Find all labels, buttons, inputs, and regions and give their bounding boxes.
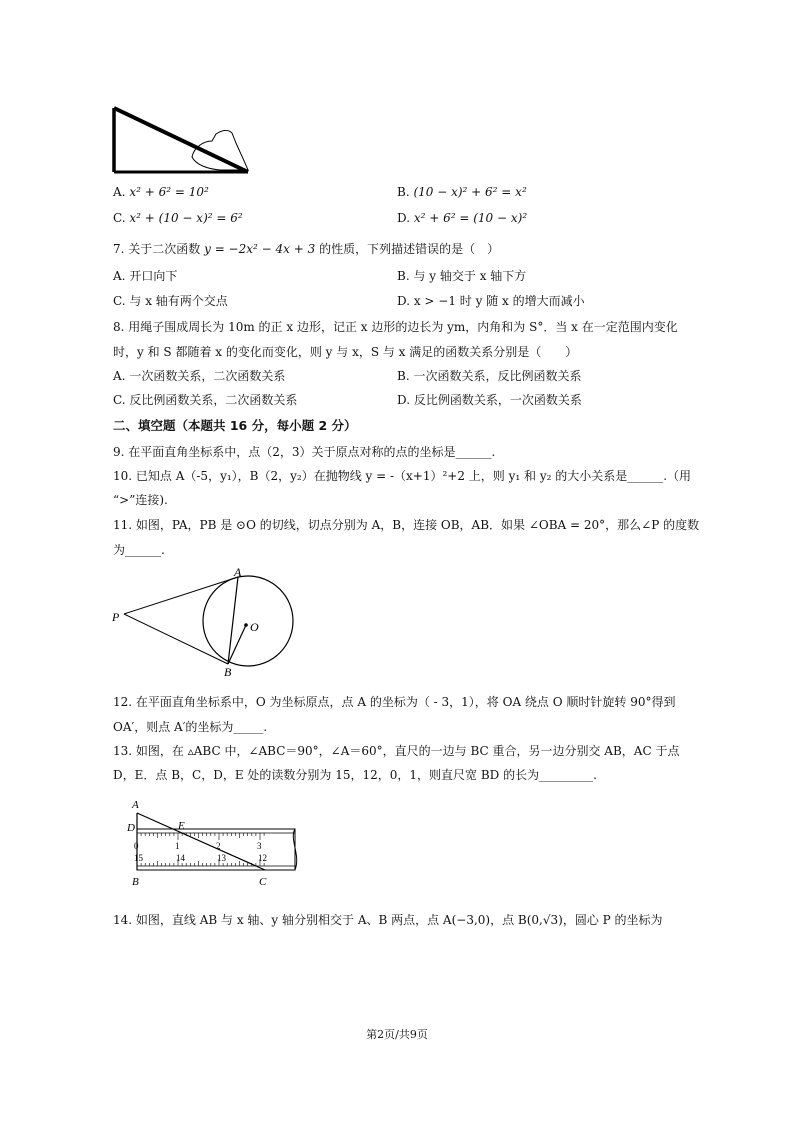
label-b: B — [224, 665, 232, 679]
question-8-line-2: 时，y 和 S 都随着 x 的变化而变化，则 y 与 x，S 与 x 满足的函数关系分别是（ ） — [113, 345, 578, 359]
label-c: C — [259, 876, 267, 888]
option-a: A. 开口向下 — [113, 269, 178, 283]
label-a: A — [234, 565, 242, 579]
label-e: E — [178, 820, 185, 832]
question-7-stem: 7. 关于二次函数 y = −2x² − 4x + 3 的性质，下列描述错误的是（ ） — [113, 242, 500, 256]
option-d: D. x > −1 时 y 随 x 的增大而减小 — [397, 294, 585, 308]
option-c: C. 反比例函数关系，二次函数关系 — [113, 393, 298, 407]
label-b: B — [132, 876, 139, 888]
ladder-figure — [108, 103, 253, 178]
question-13-line-2: D，E．点 B，C，D，E 处的读数分别为 15，12，0，1，则直尺宽 BD 的长为_________. — [113, 768, 597, 782]
option-c: C. x² + (10 − x)² = 6² — [113, 211, 243, 225]
question-12-line-1: 12. 在平面直角坐标系中，O 为坐标原点，点 A 的坐标为（ - 3，1），将 OA 绕点 O 顺时针旋转 90°得到 — [113, 695, 676, 709]
ruler-top-3: 3 — [257, 841, 262, 851]
label-p: P — [112, 610, 120, 624]
ruler-bottom-1: 14 — [176, 853, 185, 863]
ruler-bottom-2: 13 — [217, 853, 226, 863]
option-b: B. (10 − x)² + 6² = x² — [397, 185, 527, 199]
question-11-line-1: 11. 如图，PA，PB 是 ⊙O 的切线，切点分别为 A，B，连接 OB，AB．如果 ∠OBA = 20°，那么∠P 的度数 — [113, 518, 700, 532]
page-number: 第2页/共9页 — [366, 1028, 428, 1041]
question-11-line-2: 为______. — [113, 543, 165, 557]
ruler-triangle-figure — [125, 795, 305, 890]
question-8-line-1: 8. 用绳子围成周长为 10m 的正 x 边形，记正 x 边形的边长为 ym，内角和为 S°．当 x 在一定范围内变化 — [113, 320, 678, 334]
ruler-top-1: 1 — [175, 841, 180, 851]
option-a: A. x² + 6² = 10² — [113, 185, 209, 199]
option-d: D. x² + 6² = (10 − x)² — [397, 211, 528, 225]
question-12-line-2: OA′，则点 A′的坐标为_____. — [113, 720, 268, 734]
tangent-circle-figure — [110, 565, 305, 680]
ruler-bottom-3: 12 — [258, 853, 267, 863]
question-9: 9. 在平面直角坐标系中，点（2，3）关于原点对称的点的坐标是______. — [113, 445, 496, 459]
ruler-top-0: 0 — [134, 841, 139, 851]
label-o: O — [250, 620, 259, 634]
label-d: D — [127, 822, 135, 834]
question-14: 14. 如图，直线 AB 与 x 轴、y 轴分别相交于 A、B 两点，点 A(−3,0)，点 B(0,√3)，圆心 P 的坐标为 — [113, 913, 663, 927]
section-heading: 二、填空题（本题共 16 分，每小题 2 分） — [113, 418, 357, 433]
question-13-line-1: 13. 如图，在 ▵ABC 中，∠ABC＝90°，∠A＝60°，直尺的一边与 BC 重合，另一边分别交 AB，AC 于点 — [113, 744, 680, 758]
option-b: B. 与 y 轴交于 x 轴下方 — [397, 269, 527, 283]
ruler-top-2: 2 — [216, 841, 221, 851]
label-a: A — [132, 799, 139, 811]
ruler-bottom-0: 15 — [134, 853, 143, 863]
option-a: A. 一次函数关系，二次函数关系 — [113, 369, 286, 383]
option-b: B. 一次函数关系，反比例函数关系 — [397, 369, 582, 383]
question-10-line-1: 10. 已知点 A（-5，y₁），B（2，y₂）在抛物线 y = -（x+1）²+2 上，则 y₁ 和 y₂ 的大小关系是______.（用 — [113, 469, 692, 483]
option-c: C. 与 x 轴有两个交点 — [113, 294, 228, 308]
option-d: D. 反比例函数关系，一次函数关系 — [397, 393, 582, 407]
question-10-line-2: “>”连接). — [113, 493, 168, 507]
